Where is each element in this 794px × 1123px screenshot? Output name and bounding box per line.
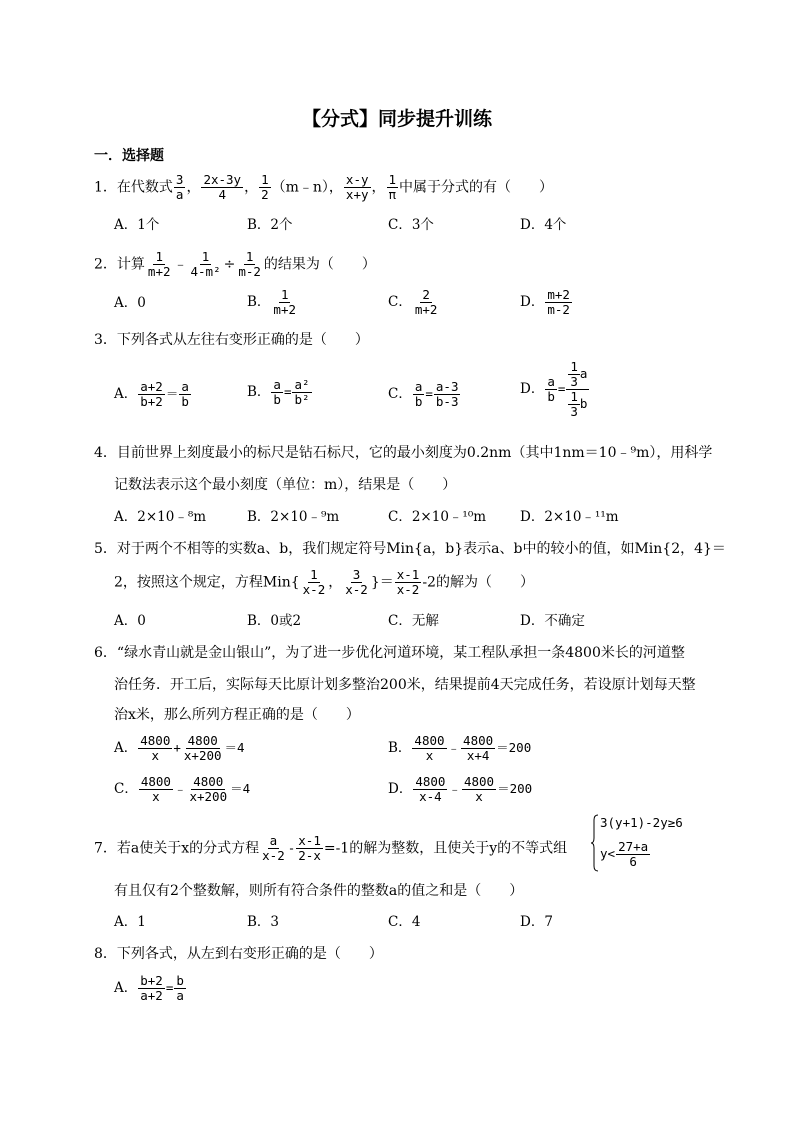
q7-option-a: A．1 [114,914,146,930]
q2-option-c: C． $\frac{2}{m+2}$ [388,287,438,317]
q5-option-c: C．无解 [388,613,439,629]
question-5-line-2: 2，按照这个规定，方程Min{ $\frac{1}{x-2}$ ， $\frac{3}{x-2}$ }＝ $\frac{x-1}{x-2}$ -2的解为（ ） [114,567,534,597]
question-7-stem: 7．若a使关于x的分式方程 $\frac{a}{x-2}$ - $\frac{x-1}{2-x}$ =-1的解为整数，且使关于y的不等式组 [94,833,568,863]
q2-option-a: A．0 [114,295,146,311]
q6-option-c: C． $\frac{4800}{x}$ ﹣ $\frac{4800}{x+200}$ ＝4 [114,774,251,804]
q3-option-d: D． $\frac{a}{b}$ = $\frac{1}{3}$ a $\frac{1}{3}$ b [520,359,588,419]
question-4-line-1: 4．目前世界上刻度最小的标尺是钻石标尺，它的最小刻度为0.2nm（其中1nm＝10﹣⁹m），用科学 [94,445,713,461]
q7-option-b: B．3 [247,914,280,930]
question-1-stem: 1．在代数式 $\frac{3}{a}$ ， $\frac{2x-3y}{4}$ ， $\frac{1}{2}$ （m﹣n）， $\frac{x-y}{x+y}$ ， $\frac{1}{\pi}$ 中属于分式的有（ ） [94,172,554,202]
q3-option-b: B． $\frac{a}{b}$ = $\frac{\text{a²}}{\text{b²}}$ [247,377,310,407]
q4-option-c: C．2×10﹣¹⁰m [388,509,487,525]
question-7-line-2: 有且仅有2个整数解，则所有符合条件的整数a的值之和是（ ） [114,883,524,899]
q2-option-d: D． $\frac{m+2}{m-2}$ [520,287,570,317]
q1-option-b: B．2个 [247,217,293,233]
q3-option-a: A． $\frac{a+2}{b+2}$ ＝ $\frac{a}{b}$ [114,379,189,409]
question-2-stem: 2．计算 $\frac{1}{m+2}$ ﹣ $\frac{1}{\text{4-m²}}$ ÷ $\frac{1}{m-2}$ 的结果为（ ） [94,249,376,279]
q1-option-a: A．1个 [114,217,160,233]
q3-option-c: C． $\frac{a}{b}$ = $\frac{a-3}{b-3}$ [388,379,459,409]
q5-option-d: D．不确定 [520,613,585,629]
fraction: $\frac{1}{2}$ [261,172,269,202]
q1-option-d: D．4个 [520,217,567,233]
fraction: $\frac{2x-3y}{4}$ [203,172,242,202]
q6-option-d: D． $\frac{4800}{x-4}$ ﹣ $\frac{4800}{x}$ ＝200 [388,774,533,804]
question-3-stem: 3．下列各式从左往右变形正确的是（ ） [94,332,369,348]
question-6-line-2: 治任务．开工后，实际每天比原计划多整治200米，结果提前4天完成任务，若设原计划每天整 [114,677,696,693]
q4-option-a: A．2×10﹣⁸m [114,509,207,525]
q5-option-a: A．0 [114,613,146,629]
q7-option-c: C．4 [388,914,421,930]
q2-option-b: B． $\frac{1}{m+2}$ [247,287,296,317]
question-5-line-1: 5．对于两个不相等的实数a、b，我们规定符号Min{a，b}表示a、b中的较小的值，如Min{2，4}＝ [94,541,726,557]
fraction: $\frac{x-y}{x+y}$ [345,172,369,202]
fraction: $\frac{3}{a}$ [175,172,184,202]
question-6-line-3: 治x米，那么所列方程正确的是（ ） [114,707,360,723]
question-4-line-2: 记数法表示这个最小刻度（单位：m），结果是（ ） [114,477,457,493]
q8-option-a: A． $\frac{b+2}{a+2}$ = $\frac{b}{a}$ [114,973,184,1003]
page-title: 【分式】同步提升训练 [301,108,492,130]
q6-option-a: A． $\frac{4800}{x}$ + $\frac{4800}{x+200}$ ＝4 [114,733,245,763]
fraction: $\frac{1}{\pi}$ [388,172,397,202]
q4-option-b: B．2×10﹣⁹m [247,509,340,525]
section-heading: 一．选择题 [94,148,164,164]
question-8-stem: 8．下列各式，从左到右变形正确的是（ ） [94,946,383,962]
inequality-1: 3(y+1)-2y≥6 [600,815,683,830]
q7-option-d: D．7 [520,914,553,930]
question-6-line-1: 6．“绿水青山就是金山银山”，为了进一步优化河道环境，某工程队承担一条4800米长的河道整 [94,645,685,661]
q4-option-d: D．2×10﹣¹¹m [520,509,619,525]
q5-option-b: B．0或2 [247,613,302,629]
q6-option-b: B． $\frac{4800}{x}$ ﹣ $\frac{4800}{x+4}$ ＝200 [388,733,532,763]
q1-option-c: C．3个 [388,217,434,233]
inequality-2: y< $\frac{27+a}{6}$ [600,839,649,869]
system-brace-icon [591,814,599,872]
